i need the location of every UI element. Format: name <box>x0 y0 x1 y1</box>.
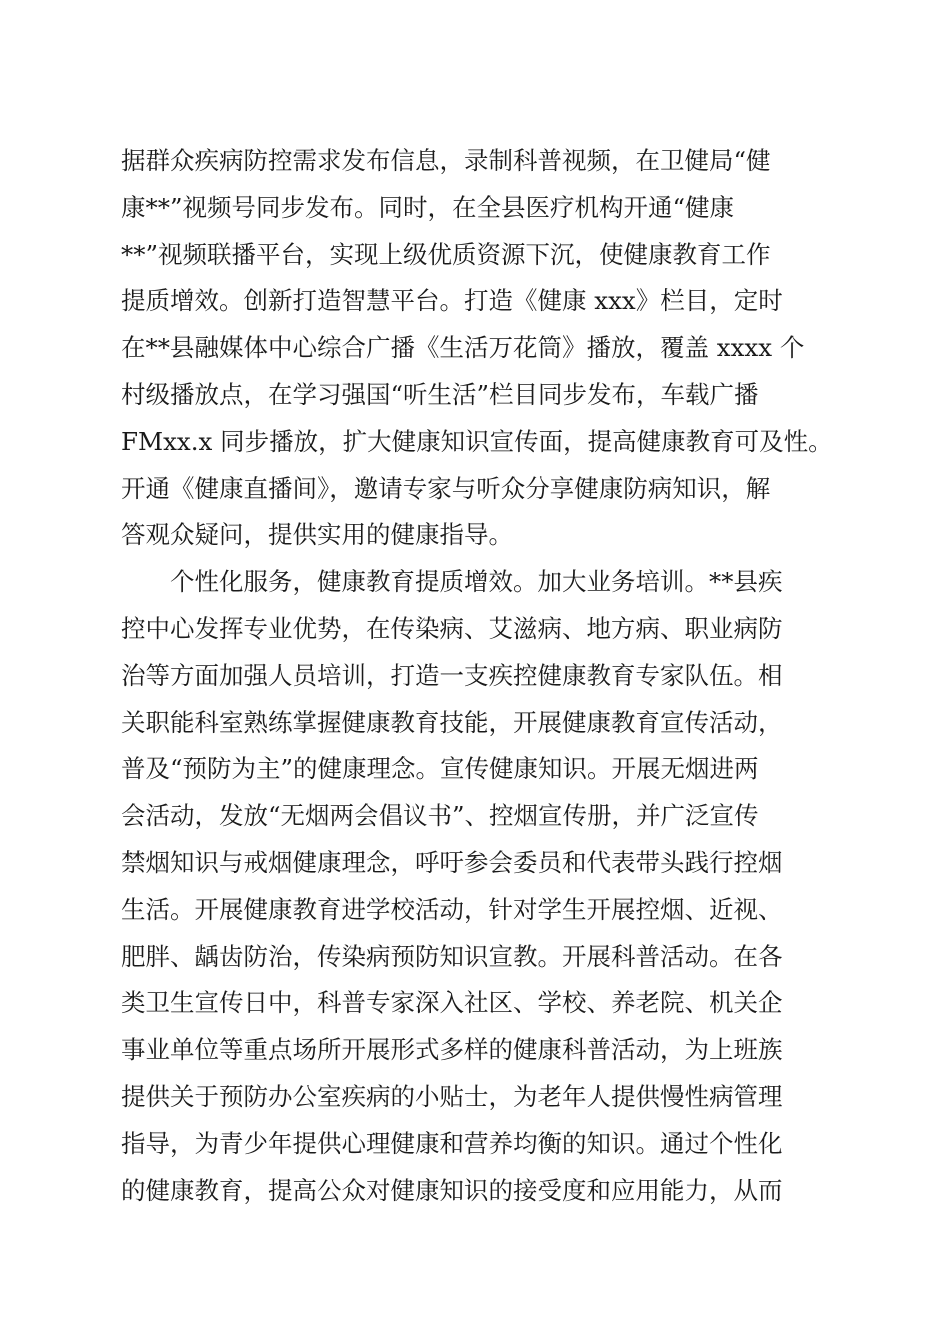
text-line: 据群众疾病防控需求发布信息，录制科普视频，在卫健局“健 <box>121 146 771 175</box>
text-line: 肥胖、龋齿防治，传染病预防知识宣教。开展科普活动。在各 <box>121 941 783 971</box>
body-text <box>121 138 841 1214</box>
text-line: 提质增效。创新打造智慧平台。打造《健康 xxx》栏目，定时 <box>121 286 783 316</box>
text-line: 关职能科室熟练掌握健康教育技能，开展健康教育宣传活动， <box>121 707 783 737</box>
text-line: 指导，为青少年提供心理健康和营养均衡的知识。通过个性化 <box>121 1128 783 1158</box>
text-line: 类卫生宣传日中，科普专家深入社区、学校、养老院、机关企 <box>121 988 783 1018</box>
text-line: 个性化服务，健康教育提质增效。加大业务培训。**县疾 <box>170 567 783 597</box>
text-line: 村级播放点，在学习强国“听生活”栏目同步发布，车载广播 <box>121 379 759 409</box>
text-line: 治等方面加强人员培训，打造一支疾控健康教育专家队伍。相 <box>121 660 783 690</box>
paragraph-2 <box>121 559 841 1214</box>
text-line: 在**县融媒体中心综合广播《生活万花筒》播放，覆盖 xxxx 个 <box>121 333 805 363</box>
text-line: 生活。开展健康教育进学校活动，针对学生开展控烟、近视、 <box>121 894 783 924</box>
text-line: 答观众疑问，提供实用的健康指导。 <box>121 520 513 550</box>
text-line: 康**”视频号同步发布。同时，在全县医疗机构开通“健康 <box>121 192 735 222</box>
text-line: 控中心发挥专业优势，在传染病、艾滋病、地方病、职业病防 <box>121 613 783 643</box>
paragraph-1 <box>121 138 841 559</box>
text-line: 会活动，发放“无烟两会倡议书”、控烟宣传册，并广泛宣传 <box>121 801 759 831</box>
text-line: 开通《健康直播间》，邀请专家与听众分享健康防病知识，解 <box>121 473 771 503</box>
text-line: 禁烟知识与戒烟健康理念，呼吁参会委员和代表带头践行控烟 <box>121 847 783 877</box>
text-line: **”视频联播平台，实现上级优质资源下沉，使健康教育工作 <box>121 239 771 269</box>
text-line: 提供关于预防办公室疾病的小贴士，为老年人提供慢性病管理 <box>121 1081 783 1111</box>
text-line: 事业单位等重点场所开展形式多样的健康科普活动，为上班族 <box>121 1035 783 1065</box>
text-line: FMxx.x 同步播放，扩大健康知识宣传面，提高健康教育可及性。 <box>121 426 833 456</box>
text-line: 普及“预防为主”的健康理念。宣传健康知识。开展无烟进两 <box>121 754 759 784</box>
text-line: 的健康教育，提高公众对健康知识的接受度和应用能力，从而 <box>121 1175 783 1205</box>
